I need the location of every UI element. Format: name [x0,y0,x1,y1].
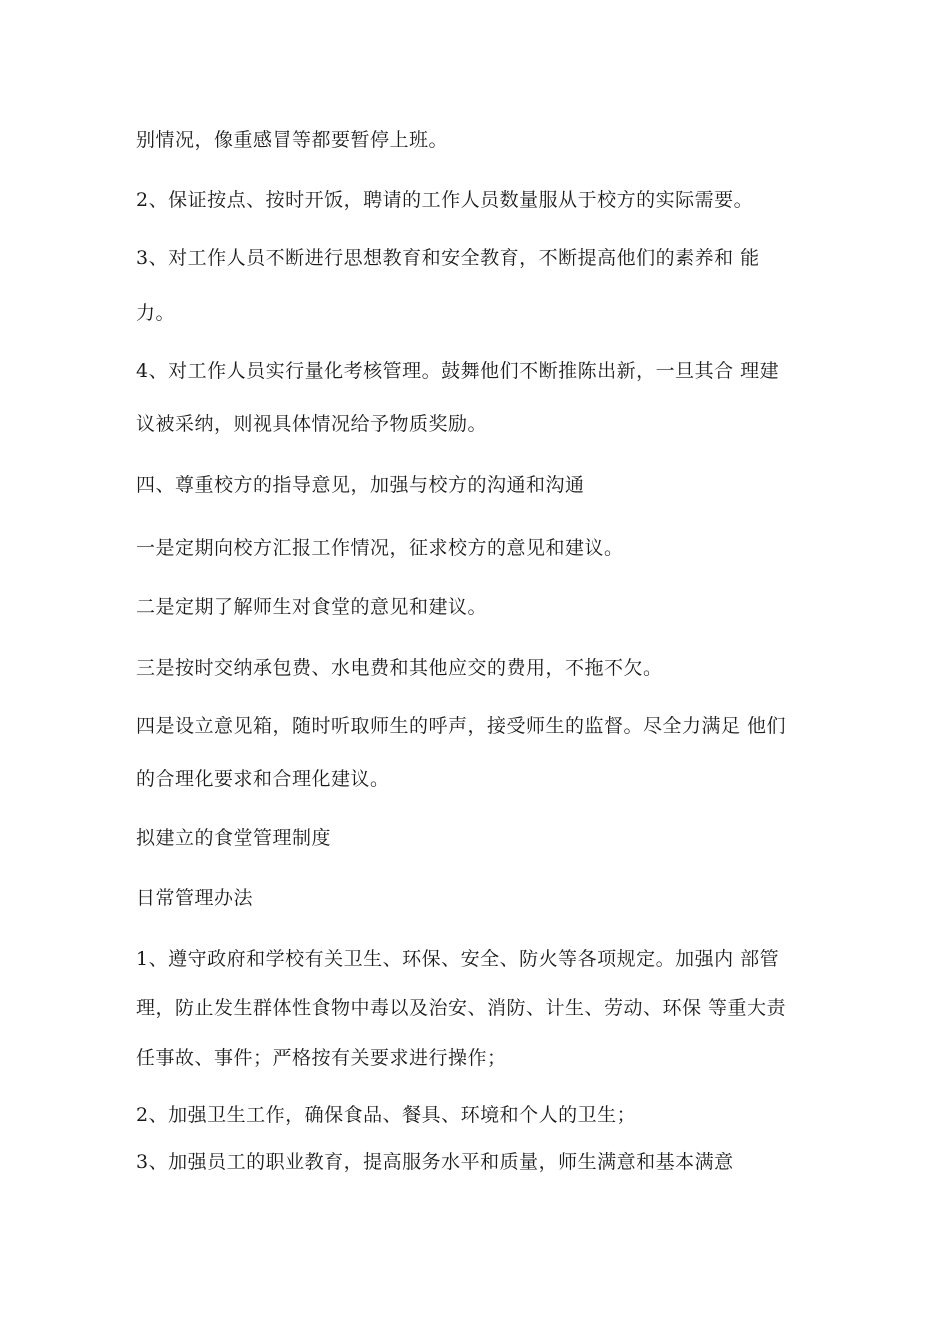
text-line: 三是按时交纳承包费、水电费和其他应交的费用，不拖不欠。 [136,657,663,679]
text-line: 4、对工作人员实行量化考核管理。鼓舞他们不断推陈出新，一旦其合 理建 [136,360,780,382]
text-line: 力。 [136,302,176,324]
text-line: 2、加强卫生工作，确保食品、餐具、环境和个人的卫生； [136,1104,637,1126]
text-line: 议被采纳，则视具体情况给予物质奖励。 [136,413,488,435]
text-line: 别情况，像重感冒等都要暂停上班。 [136,129,449,151]
text-line: 的合理化要求和合理化建议。 [136,768,390,790]
text-line: 1、遵守政府和学校有关卫生、环保、安全、防火等各项规定。加强内 部管 [136,948,780,970]
section-heading: 日常管理办法 [136,887,254,909]
section-heading: 四、尊重校方的指导意见，加强与校方的沟通和沟通 [136,474,585,496]
section-heading: 拟建立的食堂管理制度 [136,827,332,849]
text-line: 四是设立意见箱，随时听取师生的呼声，接受师生的监督。尽全力满足 他们 [136,715,787,737]
text-line: 2、保证按点、按时开饭，聘请的工作人员数量服从于校方的实际需要。 [136,189,754,211]
text-line: 任事故、事件；严格按有关要求进行操作； [136,1047,507,1069]
text-line: 理，防止发生群体性食物中毒以及治安、消防、计生、劳动、环保 等重大责 [136,997,787,1019]
text-line: 3、加强员工的职业教育，提高服务水平和质量，师生满意和基本满意 [136,1151,734,1173]
text-line: 3、对工作人员不断进行思想教育和安全教育，不断提高他们的素养和 能 [136,247,760,269]
text-line: 一是定期向校方汇报工作情况，征求校方的意见和建议。 [136,537,624,559]
text-line: 二是定期了解师生对食堂的意见和建议。 [136,596,488,618]
